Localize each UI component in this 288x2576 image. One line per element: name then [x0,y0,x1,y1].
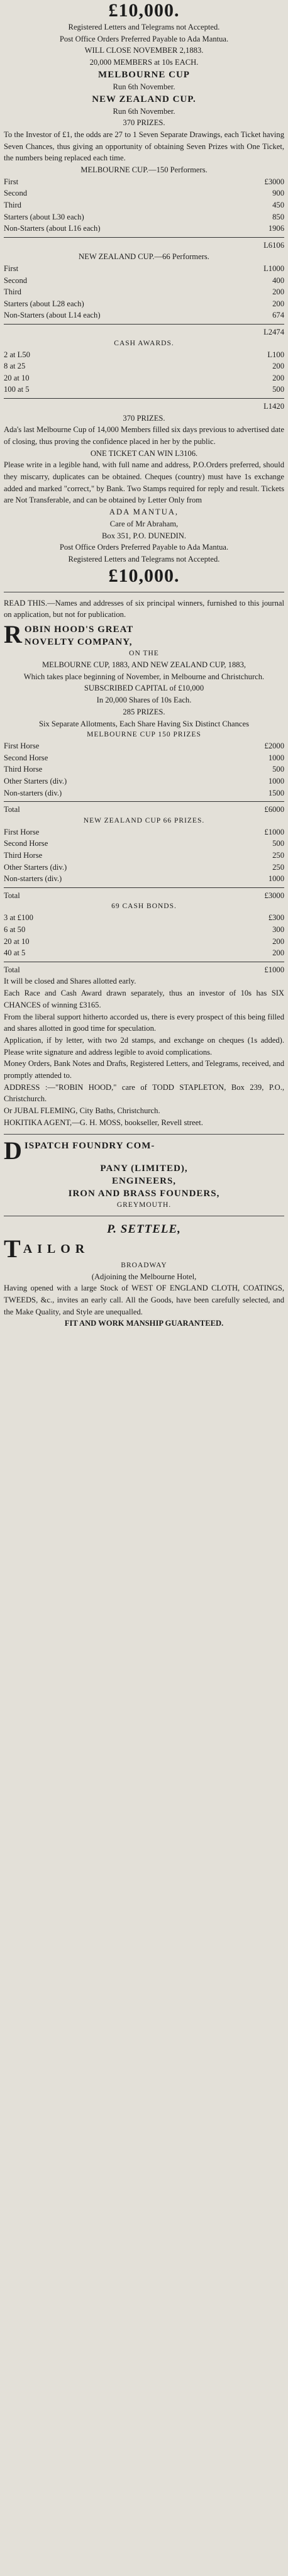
prize-row: 40 at 5 200 [4,948,284,958]
nz-prize-table [4,263,284,338]
members-count: 20,000 MEMBERS at 10s EACH. [89,58,199,67]
prize-row: First £3000 [4,177,284,186]
drop-cap: D [4,1139,22,1162]
melbourne-prize-table [4,176,284,252]
foundry-heading [4,1140,284,1162]
application-note: Application, if by letter, with two 2d stamps, and exchange on cheques (1s added). Please write signature and address legible to avoid complications. [4,1035,284,1057]
prize-row: Non-Starters (about L16 each) 1906 [4,224,284,233]
foundry-line-3: ENGINEERS, [111,1175,177,1186]
prize-row: Other Starters (div.) 1000 [4,777,284,786]
instructions: Please write in a legible hand, with full name and address, P.O.Orders preferred, should they miscarry, duplicates can be obtained. Cheques (country) must have 1s exchange added and marked "correct," by Bank. Two Stamps required for reply and result. Tickets are Not Transferable, and can be obtained by Letter Only from [4,460,284,505]
company-line-2: NOVELTY COMPANY, [24,637,133,648]
run-date-1: Run 6th November. [113,82,175,91]
cash-bonds-table [4,912,284,975]
foundry-line-4: IRON AND BRASS FOUNDERS, [68,1188,220,1199]
prize-row: 20 at 10 200 [4,936,284,946]
jubal-note: Or JUBAL FLEMING, City Baths, Christchurch. [4,1106,160,1116]
company-line-1: OBIN HOOD'S GREAT [24,625,134,635]
foundry-line-5: GREYMOUTH. [116,1201,172,1209]
prize-total: Total £1000 [4,965,284,974]
takes-place: Which takes place beginning of November, in Melbourne and Christchurch. [23,672,265,681]
tailor-heading [4,1238,284,1260]
money-orders-note: Money Orders, Bank Notes and Drafts, Registered Letters, and Telegrams, received, and promptly attended to. [4,1059,284,1080]
prize-row: 3 at £100 £300 [4,913,284,923]
tailor-body: Having opened with a large Stock of WEST OF ENGLAND CLOTH, COATINGS, TWEEDS, &c., invites an early call. All the Goods, have been carefully selected, and the Make Quality, and Style are unequalled. [4,1284,284,1316]
prize-row: Starters (about L28 each) 200 [4,299,284,308]
prize-row: 100 at 5 500 [4,385,284,394]
prize-row: Second 900 [4,189,284,198]
prize-total: L2474 [263,327,284,336]
post-office-note-2: Post Office Orders Preferred Payable to Ada Mantua. [59,543,229,552]
prize-total: L6106 [263,240,284,250]
melbourne-cup-heading: MELBOURNE CUP.—150 Performers. [80,165,208,175]
robin-hood-advertisement [4,597,284,1129]
foundry-line-1: ISPATCH FOUNDRY COM- [24,1140,155,1151]
foundry-line-2: PANY (LIMITED), [100,1163,188,1174]
prize-row: 20 at 10 200 [4,373,284,382]
prize-total: L1420 [263,401,284,411]
investor-intro: To the Investor of £1, the odds are 27 to 1 Seven Separate Drawings, each Ticket having Seven Chances, thus giving an opportunity of obtaining Seven Prizes with One Ticket, the numbers being replaced each time. [4,130,284,163]
melbourne-cup-title: MELBOURNE CUP [98,69,190,80]
nz-cup-heading: NEW ZEALAND CUP.—66 Performers. [79,252,209,262]
fit-guarantee: FIT AND WORK MANSHIP GUARANTEED. [64,1319,224,1328]
prize-row: First L1000 [4,264,284,273]
settele-tailor-advertisement [4,1221,284,1330]
divider [4,887,284,888]
prize-row: Third Horse 500 [4,765,284,774]
prize-total: Total £3000 [4,891,284,900]
prize-row: First Horse £1000 [4,827,284,836]
cups-line: MELBOURNE CUP, 1883, AND NEW ZEALAND CUP, 1883, [42,660,246,670]
divider [4,324,284,325]
drop-cap: T [4,1237,21,1260]
prize-row: Second Horse 1000 [4,753,284,762]
prizes-count: 285 PRIZES. [123,707,165,716]
prize-total: Total £6000 [4,805,284,814]
last-cup-note: Ada's last Melbourne Cup of 14,000 Members filled six days previous to advertised date of closing, thus proving the confidence placed in her by the public. [4,425,284,446]
prize-row: Non-Starters (about L14 each) 674 [4,311,284,320]
registered-note: Registered Letters and Telegrams not Accepted. [68,23,220,31]
cash-awards-heading: CASH AWARDS. [114,339,174,347]
prize-row: Other Starters (div.) 250 [4,862,284,872]
nz-prize-table [4,826,284,902]
subscribed-capital: SUBSCRIBED CAPITAL of £10,000 [84,684,204,693]
company-heading [4,623,284,648]
prize-row: Non-starters (div.) 1500 [4,788,284,797]
read-this-note: READ THIS.—Names and addresses of six principal winners, furnished to this journal on application, but not for publication. [4,598,284,619]
prize-row: Third 450 [4,200,284,209]
headline-amount-2: £10,000. [108,565,180,586]
support-note: From the liberal support hitherto accorded us, there is every prospect of this being filled and shares allotted in good time for speculation. [4,1012,284,1033]
prize-row: 2 at L50 L100 [4,350,284,359]
closing-date: WILL CLOSE NOVEMBER 2,1883. [84,46,204,55]
prizes-count-2: 370 PRIZES. [123,413,165,423]
prize-row: Starters (about L30 each) 850 [4,212,284,221]
divider [4,237,284,238]
tailor-name: P. SETTELE, [107,1222,181,1236]
hokitika-agent: HOKITIKA AGENT,—G. H. MOSS, bookseller, Revell street. [4,1118,203,1127]
divider [4,801,284,802]
prize-row: Third 200 [4,287,284,297]
each-race: Each Race and Cash Award drawn separately, thus an investor of 10s has SIX CHANCES of winning £3165. [4,989,284,1009]
broadway: BROADWAY [121,1261,167,1269]
prize-row: First Horse £2000 [4,741,284,751]
headline-amount: £10,000. [108,0,180,21]
nz-cup-title: NEW ZEALAND CUP. [92,94,196,104]
divider [4,1134,284,1135]
ada-mantua-advertisement [4,0,284,587]
prize-row: Second Horse 500 [4,839,284,848]
ada-mantua-name: ADA MANTUA, [109,508,179,517]
box-address: Box 351, P.O. DUNEDIN. [102,531,186,540]
tailor-word: AILOR [23,1241,90,1256]
address-note: ADDRESS :—"ROBIN HOOD," care of TODD STAPLETON, Box 239, P.O., Christchurch. [4,1082,284,1104]
drop-cap: R [4,623,22,649]
melbourne-prize-table [4,740,284,816]
prizes-count: 370 PRIZES. [123,118,165,128]
prize-row: 6 at 50 300 [4,925,284,935]
care-of: Care of Mr Abraham, [109,519,179,528]
cash-bonds-heading: 69 CASH BONDS. [111,902,177,911]
on-the: ON THE [129,650,159,658]
dispatch-foundry-advertisement [4,1140,284,1211]
allotments-line: Six Separate Allotments, Each Share Having Six Distinct Chances [38,719,250,728]
post-office-note: Post Office Orders Preferred Payable to Ada Mantua. [59,34,229,43]
closed-early: It will be closed and Shares allotted early. [4,977,136,986]
nz-cup-heading: NEW ZEALAND CUP 66 PRIZES. [83,816,205,824]
one-ticket-note: ONE TICKET CAN WIN L3106. [90,448,198,458]
shares-line: In 20,000 Shares of 10s Each. [96,696,192,705]
prize-row: 8 at 25 200 [4,362,284,371]
prize-row: Non-starters (div.) 1000 [4,874,284,884]
melbourne-cup-heading: MELBOURNE CUP 150 PRIZES [87,731,201,739]
cash-awards-table [4,349,284,413]
adjoining-note: (Adjoining the Melbourne Hotel, [91,1272,197,1281]
prize-row: Second 400 [4,275,284,285]
run-date-2: Run 6th November. [113,106,175,116]
prize-row: Third Horse 250 [4,851,284,860]
divider [4,398,284,399]
registered-note-2: Registered Letters and Telegrams not Accepted. [68,554,220,564]
